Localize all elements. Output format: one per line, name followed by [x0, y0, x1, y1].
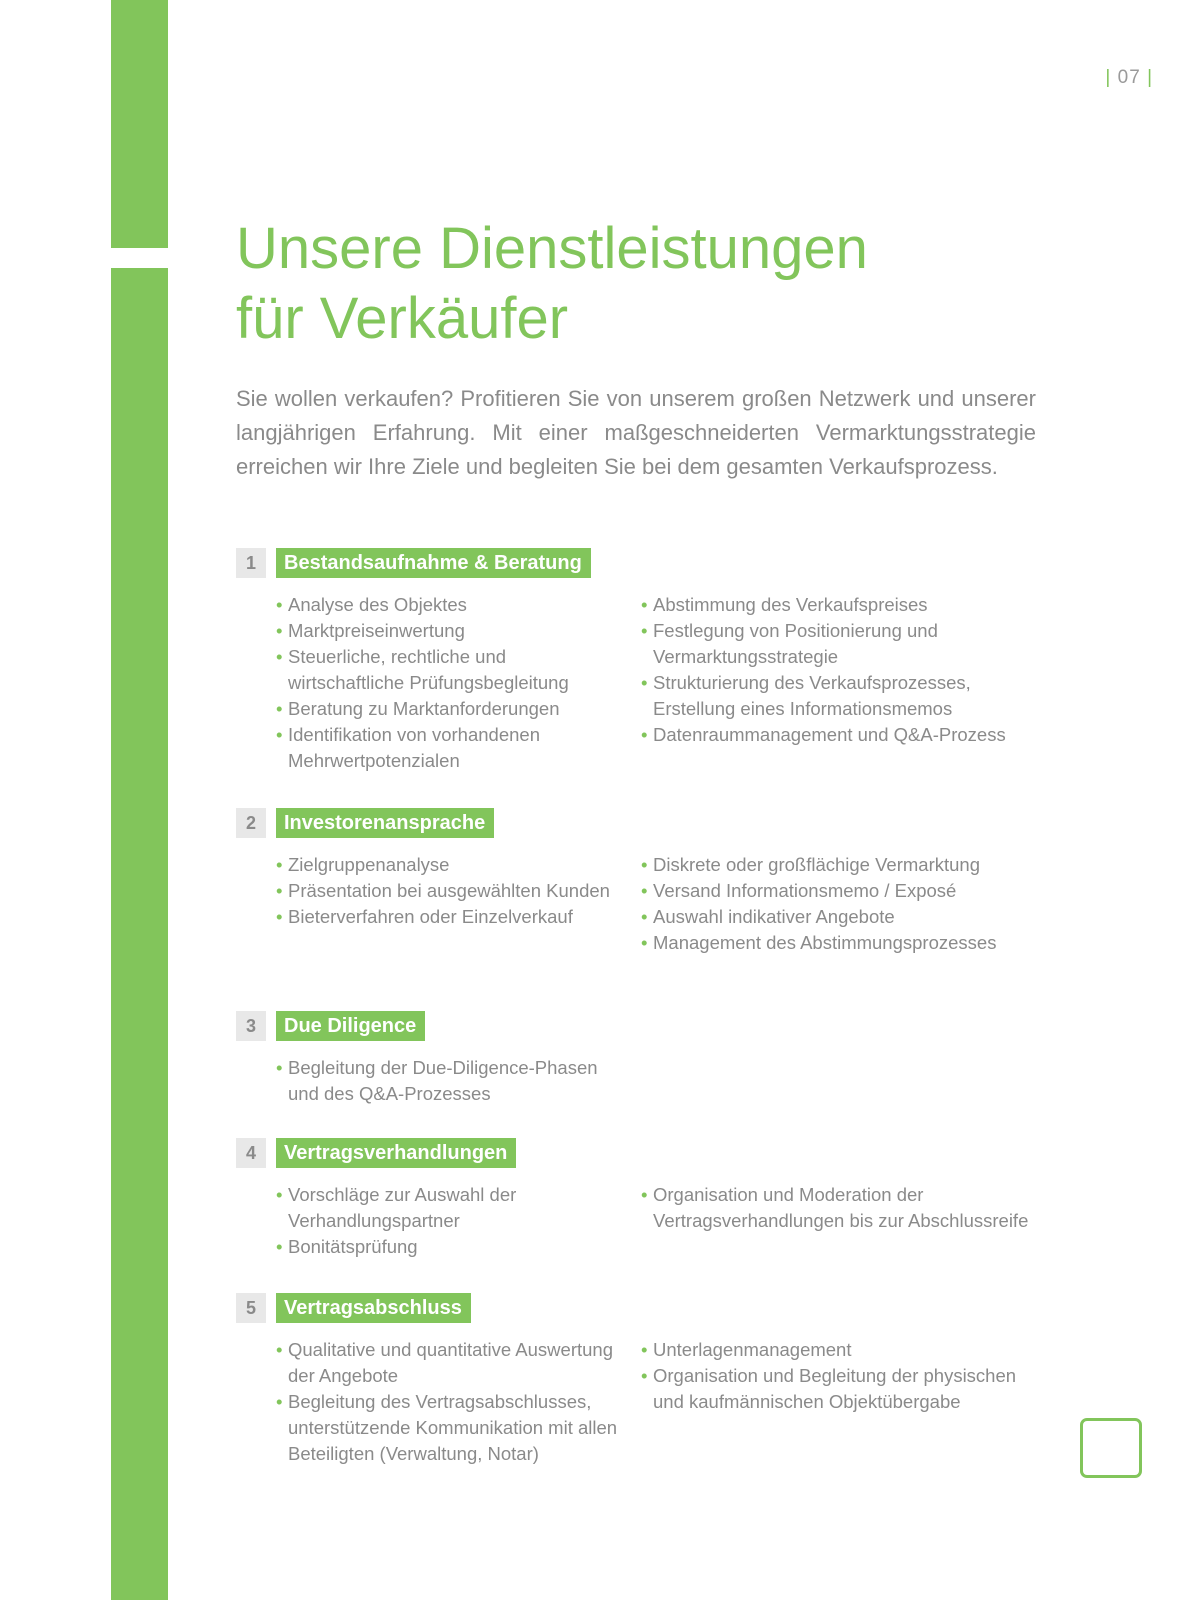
list-item: • Bieterverfahren oder Einzelverkauf [276, 904, 626, 930]
list-item: • Qualitative und quantitative Auswertung der Angebote [276, 1337, 626, 1389]
list-item: • Versand Informationsmemo / Exposé [641, 878, 1041, 904]
list-item: • Organisation und Begleitung der physischen und kaufmännischen Objektübergabe [641, 1363, 1041, 1415]
list-item: • Unterlagenmanagement [641, 1337, 1041, 1363]
service-section-4 [236, 1138, 1076, 1257]
list-item: • Analyse des Objektes [276, 592, 626, 618]
rounded-square-outline [1080, 1418, 1142, 1478]
list-item: • Datenraummanagement und Q&A-Prozess [641, 722, 1041, 748]
section-list-right [641, 852, 1041, 956]
section-label: Vertragsverhandlungen [276, 1138, 516, 1168]
page-title-line-1: Unsere Dienstleistungen [236, 216, 868, 281]
section-list-right [641, 1337, 1041, 1415]
list-item: • Bonitätsprüfung [276, 1234, 626, 1260]
list-item: • Beratung zu Marktanforderungen [276, 696, 626, 722]
list-item: • Steuerliche, rechtliche und wirtschaftliche Prüfungsbegleitung [276, 644, 626, 696]
list-item: • Präsentation bei ausgewählten Kunden [276, 878, 626, 904]
list-item: • Marktpreiseinwertung [276, 618, 626, 644]
section-label: Due Diligence [276, 1011, 425, 1041]
page-number-value: 07 [1117, 67, 1141, 88]
page-number: | 07 | [1105, 67, 1153, 88]
list-item: • Strukturierung des Verkaufsprozesses, Erstellung eines Informationsmemos [641, 670, 1041, 722]
service-section-1 [236, 548, 1076, 771]
section-list-left [276, 852, 626, 930]
list-item: • Auswahl indikativer Angebote [641, 904, 1041, 930]
green-sidebar-bar-bottom [111, 268, 168, 1600]
service-section-5 [236, 1293, 1076, 1464]
list-item: • Begleitung des Vertragsabschlusses, unterstützende Kommunikation mit allen Beteiligten (Verwaltung, Notar) [276, 1389, 626, 1467]
section-number: 3 [236, 1011, 266, 1041]
page-title-line-2: für Verkäufer [236, 286, 569, 351]
section-number: 4 [236, 1138, 266, 1168]
list-item: • Identifikation von vorhandenen Mehrwertpotenzialen [276, 722, 626, 774]
section-label: Investorenansprache [276, 808, 494, 838]
intro-paragraph: Sie wollen verkaufen? Profitieren Sie von unserem großen Netzwerk und unserer langjährigen Erfahrung. Mit einer maßgeschneiderten Vermarktungsstrategie erreichen wir Ihre Ziele und begleiten Sie bei dem gesamten Verkaufsprozess. [236, 386, 1036, 479]
section-list-right [641, 1182, 1041, 1234]
page-title [236, 214, 868, 354]
section-list-left [276, 592, 626, 774]
section-list-left [276, 1055, 626, 1107]
section-number: 2 [236, 808, 266, 838]
list-item: • Diskrete oder großflächige Vermarktung [641, 852, 1041, 878]
list-item: • Zielgruppenanalyse [276, 852, 626, 878]
list-item: • Festlegung von Positionierung und Vermarktungsstrategie [641, 618, 1041, 670]
section-list-left [276, 1337, 626, 1467]
list-item: • Organisation und Moderation der Vertragsverhandlungen bis zur Abschlussreife [641, 1182, 1041, 1234]
section-label: Bestandsaufnahme & Beratung [276, 548, 591, 578]
list-item: • Begleitung der Due-Diligence-Phasen und des Q&A-Prozesses [276, 1055, 626, 1107]
service-section-2 [236, 808, 1076, 953]
section-number: 1 [236, 548, 266, 578]
green-sidebar-bar-top [111, 0, 168, 248]
section-list-right [641, 592, 1041, 748]
section-label: Vertragsabschluss [276, 1293, 471, 1323]
section-number: 5 [236, 1293, 266, 1323]
list-item: • Vorschläge zur Auswahl der Verhandlungspartner [276, 1182, 626, 1234]
list-item: • Management des Abstimmungsprozesses [641, 930, 1041, 956]
service-section-3 [236, 1011, 1076, 1104]
list-item: • Abstimmung des Verkaufspreises [641, 592, 1041, 618]
section-list-left [276, 1182, 626, 1260]
